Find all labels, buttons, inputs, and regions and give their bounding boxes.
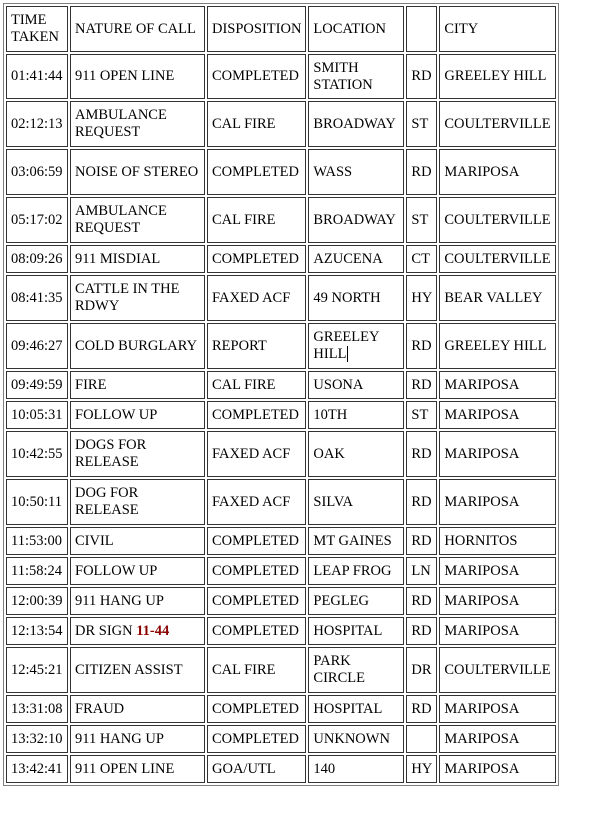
- cell-nature-of-call-text: 911 MISDIAL: [75, 250, 161, 267]
- cell-nature-of-call: [70, 323, 205, 369]
- cell-nature-of-call-text: AMBULANCE REQUEST: [75, 203, 167, 236]
- cell-street-suffix: [406, 557, 437, 585]
- cell-time-taken: [6, 371, 68, 399]
- table-row: [6, 755, 556, 783]
- cell-disposition: [207, 197, 306, 243]
- cell-disposition-text: COMPLETED: [212, 250, 299, 267]
- cell-city-text: COULTERVILLE: [444, 661, 551, 678]
- cell-street-suffix: [406, 647, 437, 693]
- cell-location-text: OAK: [313, 445, 345, 462]
- cell-time-taken: [6, 275, 68, 321]
- cell-disposition: [207, 275, 306, 321]
- call-log-table: [3, 3, 559, 786]
- cell-street-suffix-text: LN: [411, 562, 431, 579]
- cell-time-taken: [6, 245, 68, 273]
- cell-disposition-text: COMPLETED: [212, 532, 299, 549]
- cell-time-taken-text: 13:42:41: [11, 760, 63, 777]
- cell-location-text: USONA: [313, 376, 364, 393]
- cell-nature-of-call-text: 911 OPEN LINE: [75, 760, 175, 777]
- cell-city: [439, 197, 555, 243]
- cell-location-text: 49 NORTH: [313, 289, 381, 306]
- cell-time-taken-text: 09:49:59: [11, 376, 63, 393]
- table-row: [6, 371, 556, 399]
- table-row: [6, 54, 556, 99]
- cell-disposition-text: REPORT: [212, 337, 267, 354]
- cell-city: [439, 371, 555, 399]
- cell-location-text: AZUCENA: [313, 250, 383, 267]
- cell-nature-of-call-text: COLD BURGLARY: [75, 337, 198, 354]
- cell-location: [308, 527, 404, 555]
- cell-location-text: WASS: [313, 163, 353, 180]
- cell-time-taken-text: 05:17:02: [11, 211, 63, 228]
- cell-city-text: MARIPOSA: [444, 406, 520, 423]
- cell-nature-of-call: [70, 149, 205, 195]
- cell-disposition: [207, 431, 306, 477]
- cell-city-text: MARIPOSA: [444, 376, 520, 393]
- table-row: [6, 323, 556, 369]
- cell-disposition: [207, 479, 306, 525]
- cell-city: [439, 54, 555, 99]
- cell-location-text: GREELEY HILL: [313, 329, 379, 362]
- cell-location-text: 10TH: [313, 406, 348, 423]
- header-city: CITY: [439, 6, 555, 52]
- cell-time-taken-text: 12:00:39: [11, 592, 63, 609]
- table-row: [6, 557, 556, 585]
- header-row: [6, 6, 556, 52]
- cell-street-suffix: [406, 371, 437, 399]
- cell-time-taken-text: 10:42:55: [11, 445, 63, 462]
- cell-location: [308, 725, 404, 753]
- cell-nature-of-call: [70, 197, 205, 243]
- cell-street-suffix: [406, 149, 437, 195]
- cell-disposition: [207, 245, 306, 273]
- cell-disposition: [207, 755, 306, 783]
- cell-location: [308, 431, 404, 477]
- cell-time-taken-text: 01:41:44: [11, 68, 63, 84]
- cell-street-suffix: [406, 527, 437, 555]
- cell-nature-of-call: [70, 695, 205, 723]
- cell-street-suffix-text: CT: [411, 250, 430, 267]
- cell-city: [439, 149, 555, 195]
- cell-location-text: LEAP FROG: [313, 562, 392, 579]
- cell-location: [308, 323, 404, 369]
- cell-street-suffix: [406, 725, 437, 753]
- cell-location: [308, 695, 404, 723]
- cell-location-text: UNKNOWN: [313, 730, 390, 747]
- cell-time-taken: [6, 479, 68, 525]
- cell-disposition-text: FAXED ACF: [212, 289, 291, 306]
- cell-time-taken: [6, 587, 68, 615]
- cell-nature-of-call: [70, 617, 205, 645]
- cell-location: [308, 101, 404, 147]
- cell-disposition: [207, 647, 306, 693]
- cell-location: [308, 647, 404, 693]
- cell-street-suffix: [406, 695, 437, 723]
- cell-location: [308, 617, 404, 645]
- cell-city-text: GREELEY HILL: [444, 337, 547, 354]
- table-row: [6, 149, 556, 195]
- cell-street-suffix-text: HY: [411, 289, 433, 306]
- cell-disposition: [207, 149, 306, 195]
- cell-nature-of-call: [70, 431, 205, 477]
- cell-time-taken: [6, 323, 68, 369]
- cell-city: [439, 431, 555, 477]
- cell-location-text: BROADWAY: [313, 115, 396, 132]
- cell-street-suffix-text: RD: [411, 163, 432, 180]
- cell-nature-of-call: [70, 401, 205, 429]
- cell-disposition-text: FAXED ACF: [212, 445, 291, 462]
- table-row: [6, 479, 556, 525]
- cell-disposition: [207, 527, 306, 555]
- cell-street-suffix-text: DR: [411, 661, 432, 678]
- cell-city: [439, 275, 555, 321]
- cell-street-suffix: [406, 197, 437, 243]
- cell-city-text: MARIPOSA: [444, 592, 520, 609]
- cell-city: [439, 695, 555, 723]
- cell-time-taken-text: 03:06:59: [11, 163, 63, 180]
- cell-nature-of-call: [70, 587, 205, 615]
- table-row: [6, 527, 556, 555]
- cell-street-suffix: [406, 587, 437, 615]
- cell-location: [308, 149, 404, 195]
- cell-city-text: COULTERVILLE: [444, 115, 551, 132]
- table-row: [6, 695, 556, 723]
- text-caret: [346, 346, 348, 362]
- cell-disposition: [207, 54, 306, 99]
- cell-nature-of-call-text: FRAUD: [75, 700, 125, 717]
- cell-street-suffix: [406, 617, 437, 645]
- cell-location-text: PARK CIRCLE: [313, 653, 365, 686]
- cell-city-text: MARIPOSA: [444, 730, 520, 747]
- cell-time-taken: [6, 149, 68, 195]
- cell-street-suffix: [406, 479, 437, 525]
- cell-time-taken: [6, 725, 68, 753]
- cell-street-suffix-text: ST: [411, 406, 429, 423]
- cell-disposition-text: COMPLETED: [212, 562, 299, 579]
- cell-location-text: SMITH STATION: [313, 59, 373, 93]
- cell-city-text: BEAR VALLEY: [444, 289, 543, 306]
- cell-nature-of-call-text: DR SIGN: [75, 622, 133, 639]
- cell-time-taken: [6, 695, 68, 723]
- cell-city-text: MARIPOSA: [444, 700, 520, 717]
- cell-time-taken: [6, 431, 68, 477]
- cell-time-taken-text: 12:13:54: [11, 622, 63, 639]
- cell-location-text: SILVA: [313, 493, 353, 510]
- table-row: [6, 275, 556, 321]
- cell-location: [308, 401, 404, 429]
- table-row: [6, 647, 556, 693]
- cell-nature-of-call: [70, 527, 205, 555]
- cell-location: [308, 275, 404, 321]
- cell-nature-of-call: [70, 275, 205, 321]
- cell-time-taken-text: 08:41:35: [11, 289, 63, 306]
- cell-nature-of-call-text: 911 HANG UP: [75, 730, 164, 747]
- cell-nature-of-call-text: DOGS FOR RELEASE: [75, 437, 147, 470]
- table-row: [6, 587, 556, 615]
- cell-city-text: COULTERVILLE: [444, 211, 551, 228]
- cell-disposition-text: FAXED ACF: [212, 493, 291, 510]
- cell-nature-of-call: [70, 755, 205, 783]
- cell-time-taken-text: 08:09:26: [11, 250, 63, 267]
- cell-street-suffix-text: RD: [411, 68, 432, 84]
- cell-time-taken-text: 11:58:24: [11, 562, 63, 579]
- cell-street-suffix-text: RD: [411, 622, 432, 639]
- cell-time-taken: [6, 101, 68, 147]
- cell-nature-of-call-text: AMBULANCE REQUEST: [75, 107, 167, 140]
- cell-city-text: MARIPOSA: [444, 163, 520, 180]
- cell-street-suffix-text: RD: [411, 592, 432, 609]
- cell-street-suffix: [406, 401, 437, 429]
- cell-city: [439, 617, 555, 645]
- cell-time-taken: [6, 557, 68, 585]
- cell-location: [308, 54, 404, 99]
- cell-disposition-text: GOA/UTL: [212, 760, 276, 777]
- cell-city: [439, 725, 555, 753]
- cell-city: [439, 557, 555, 585]
- cell-city-text: MARIPOSA: [444, 622, 520, 639]
- cell-time-taken-text: 13:31:08: [11, 700, 63, 717]
- cell-location-text: PEGLEG: [313, 592, 370, 609]
- cell-time-taken-text: 10:50:11: [11, 493, 63, 510]
- cell-nature-of-call: [70, 371, 205, 399]
- cell-street-suffix-text: RD: [411, 700, 432, 717]
- cell-nature-of-call-text: DOG FOR RELEASE: [75, 485, 139, 518]
- cell-street-suffix-text: ST: [411, 115, 429, 132]
- cell-disposition-text: CAL FIRE: [212, 376, 276, 393]
- header-nature-of-call: NATURE OF CALL: [70, 6, 205, 52]
- cell-city-text: MARIPOSA: [444, 562, 520, 579]
- radio-code-label: 11-44: [136, 622, 170, 639]
- cell-disposition: [207, 725, 306, 753]
- cell-location-text: HOSPITAL: [313, 622, 383, 639]
- cell-time-taken: [6, 527, 68, 555]
- cell-location-text: MT GAINES: [313, 532, 392, 549]
- table-row: [6, 245, 556, 273]
- cell-city-text: GREELEY HILL: [444, 68, 547, 84]
- cell-nature-of-call-text: CITIZEN ASSIST: [75, 661, 183, 678]
- cell-nature-of-call-text: CATTLE IN THE RDWY: [75, 281, 180, 314]
- cell-time-taken: [6, 755, 68, 783]
- cell-time-taken: [6, 197, 68, 243]
- cell-city: [439, 755, 555, 783]
- cell-street-suffix-text: RD: [411, 532, 432, 549]
- table-row: [6, 401, 556, 429]
- cell-nature-of-call: [70, 647, 205, 693]
- cell-disposition-text: COMPLETED: [212, 406, 299, 423]
- cell-location: [308, 371, 404, 399]
- cell-disposition: [207, 695, 306, 723]
- cell-city: [439, 587, 555, 615]
- cell-street-suffix-text: RD: [411, 493, 432, 510]
- cell-time-taken-text: 11:53:00: [11, 532, 63, 549]
- cell-time-taken-text: 13:32:10: [11, 730, 63, 747]
- cell-disposition-text: COMPLETED: [212, 163, 299, 180]
- cell-time-taken: [6, 647, 68, 693]
- cell-city: [439, 323, 555, 369]
- cell-nature-of-call: [70, 245, 205, 273]
- table-row: [6, 431, 556, 477]
- cell-disposition: [207, 101, 306, 147]
- cell-location-text: BROADWAY: [313, 211, 396, 228]
- cell-city: [439, 479, 555, 525]
- header-street-suffix: [406, 6, 437, 52]
- cell-city-text: COULTERVILLE: [444, 250, 551, 267]
- header-time-taken: TIME TAKEN: [6, 6, 68, 52]
- cell-street-suffix-text: ST: [411, 211, 429, 228]
- cell-disposition: [207, 401, 306, 429]
- table-row: [6, 101, 556, 147]
- cell-time-taken-text: 10:05:31: [11, 406, 63, 423]
- cell-disposition: [207, 371, 306, 399]
- cell-location: [308, 587, 404, 615]
- cell-street-suffix: [406, 431, 437, 477]
- cell-disposition-text: CAL FIRE: [212, 661, 276, 678]
- cell-disposition-text: COMPLETED: [212, 730, 299, 747]
- cell-disposition-text: COMPLETED: [212, 700, 299, 717]
- cell-city-text: MARIPOSA: [444, 445, 520, 462]
- cell-disposition: [207, 323, 306, 369]
- cell-city: [439, 101, 555, 147]
- cell-street-suffix: [406, 54, 437, 99]
- cell-street-suffix: [406, 245, 437, 273]
- cell-time-taken: [6, 617, 68, 645]
- table-row: [6, 725, 556, 753]
- cell-disposition: [207, 617, 306, 645]
- cell-street-suffix-text: RD: [411, 376, 432, 393]
- cell-street-suffix: [406, 755, 437, 783]
- cell-time-taken: [6, 401, 68, 429]
- cell-disposition-text: CAL FIRE: [212, 211, 276, 228]
- cell-location: [308, 197, 404, 243]
- cell-disposition-text: CAL FIRE: [212, 115, 276, 132]
- cell-city-text: MARIPOSA: [444, 493, 520, 510]
- cell-location: [308, 755, 404, 783]
- cell-nature-of-call: [70, 101, 205, 147]
- cell-nature-of-call-text: FOLLOW UP: [75, 562, 158, 579]
- cell-time-taken: [6, 54, 68, 99]
- header-location: LOCATION: [308, 6, 404, 52]
- cell-location-text: HOSPITAL: [313, 700, 383, 717]
- cell-nature-of-call-text: 911 HANG UP: [75, 592, 164, 609]
- cell-nature-of-call-text: CIVIL: [75, 532, 114, 549]
- cell-location-text: 140: [313, 760, 336, 777]
- cell-city-text: HORNITOS: [444, 532, 518, 549]
- cell-street-suffix-text: HY: [411, 760, 433, 777]
- cell-disposition-text: COMPLETED: [212, 592, 299, 609]
- cell-nature-of-call-text: FOLLOW UP: [75, 406, 158, 423]
- cell-time-taken-text: 09:46:27: [11, 337, 63, 354]
- cell-disposition-text: COMPLETED: [212, 622, 299, 639]
- cell-nature-of-call: [70, 479, 205, 525]
- cell-street-suffix-text: RD: [411, 337, 432, 354]
- cell-location: [308, 557, 404, 585]
- cell-location: [308, 245, 404, 273]
- cell-disposition-text: COMPLETED: [212, 68, 299, 84]
- cell-street-suffix: [406, 101, 437, 147]
- call-log-body: [6, 54, 556, 783]
- table-row: [6, 197, 556, 243]
- cell-nature-of-call: [70, 725, 205, 753]
- cell-street-suffix-text: RD: [411, 445, 432, 462]
- cell-city: [439, 647, 555, 693]
- cell-city: [439, 401, 555, 429]
- cell-street-suffix: [406, 275, 437, 321]
- cell-location: [308, 479, 404, 525]
- cell-nature-of-call-text: FIRE: [75, 376, 107, 393]
- cell-city: [439, 527, 555, 555]
- cell-nature-of-call-text: 911 OPEN LINE: [75, 68, 175, 84]
- cell-nature-of-call-text: NOISE OF STEREO: [75, 163, 199, 180]
- cell-time-taken-text: 02:12:13: [11, 115, 63, 132]
- cell-street-suffix: [406, 323, 437, 369]
- cell-nature-of-call: [70, 54, 205, 99]
- cell-city-text: MARIPOSA: [444, 760, 520, 777]
- table-row: [6, 617, 556, 645]
- cell-disposition: [207, 587, 306, 615]
- cell-nature-of-call: [70, 557, 205, 585]
- header-disposition: DISPOSITION: [207, 6, 306, 52]
- cell-disposition: [207, 557, 306, 585]
- cell-city: [439, 245, 555, 273]
- cell-time-taken-text: 12:45:21: [11, 661, 63, 678]
